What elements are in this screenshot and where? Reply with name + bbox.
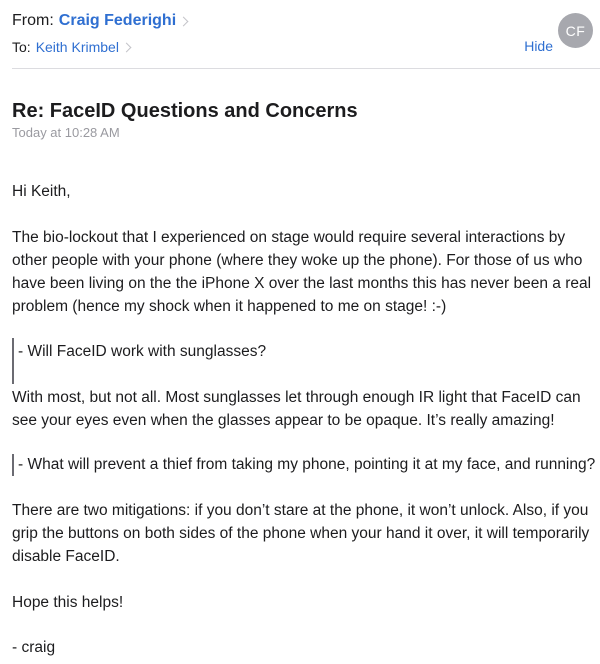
sender-chevron-right-icon[interactable] [179, 17, 189, 27]
from-row [12, 10, 187, 32]
to-row [12, 37, 130, 57]
message-signature: - craig [12, 639, 56, 656]
quoted-question-2: - What will prevent a thief from taking my phone, pointing it at my face, and running? [18, 456, 596, 473]
sender-name-link[interactable]: Craig Federighi [58, 12, 177, 29]
hide-details-button[interactable]: Hide [524, 38, 553, 54]
quoted-question-1: - Will FaceID work with sunglasses? [18, 343, 267, 360]
mail-header [0, 0, 600, 68]
sender-avatar[interactable]: CF [558, 13, 593, 48]
message-closing: Hope this helps! [12, 594, 124, 611]
from-label: From: [12, 12, 54, 29]
quote-1-bar [12, 338, 14, 384]
message-answer-1: With most, but not all. Most sunglasses let through enough IR light that FaceID can see your eyes even when the glasses appear to be opaque. It’s really amazing! [12, 389, 581, 429]
message-answer-2: There are two mitigations: if you don’t stare at the phone, it won’t unlock. Also, if you grip the buttons on both sides of the phone when your hand it over, it will temporarily disable FaceID. [12, 502, 590, 565]
message-subject: Re: FaceID Questions and Concerns [12, 100, 358, 122]
recipient-name-link[interactable]: Keith Krimbel [35, 39, 119, 55]
to-label: To: [12, 39, 31, 55]
quote-2-bar [12, 454, 14, 476]
recipient-chevron-right-icon[interactable] [122, 43, 132, 53]
header-divider [12, 68, 600, 69]
message-greeting: Hi Keith, [12, 183, 71, 200]
message-date: Today at 10:28 AM [12, 125, 120, 140]
message-paragraph-1: The bio-lockout that I experienced on stage would require several interactions by other people with your phone (where they woke up the phone). For those of us who have been living on the the iPhone X over the last months this has never been a real problem (hence my shock when it happened to me on stage! :-) [12, 229, 592, 315]
